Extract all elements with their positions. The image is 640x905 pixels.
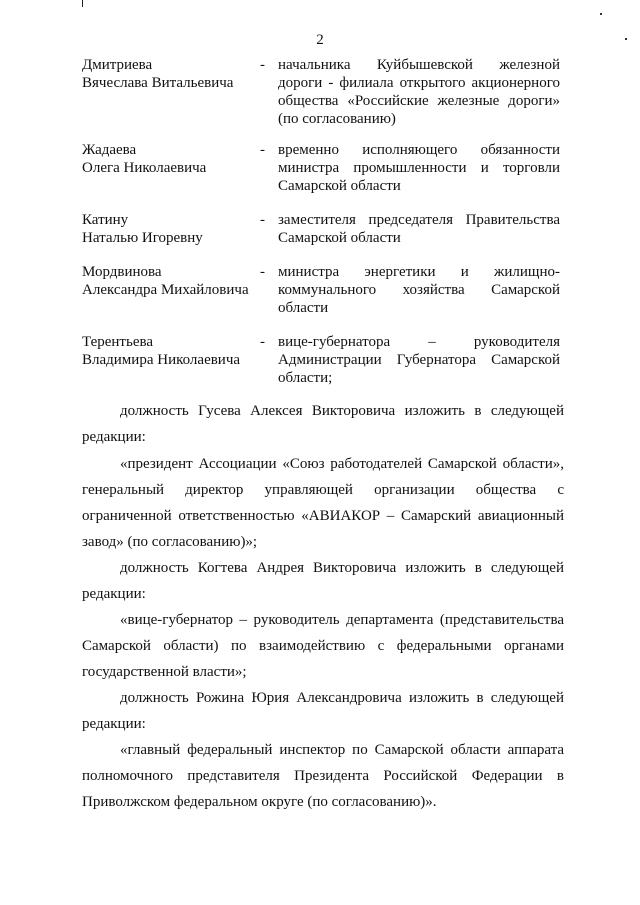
- position-line: Самарской области: [278, 178, 401, 194]
- member-position: [278, 333, 560, 387]
- paragraph-line: завод» (по согласованию)»;: [82, 534, 258, 550]
- dash: -: [260, 334, 265, 350]
- name-line: Владимира Николаевича: [82, 352, 241, 368]
- scan-mark: [82, 0, 83, 7]
- name-line: Александра Михайловича: [82, 282, 249, 298]
- paragraph-line: редакции:: [82, 429, 146, 445]
- member-name: [82, 56, 257, 92]
- member-name: [82, 263, 257, 299]
- paragraph-line: «главный федеральный инспектор по Самарской области аппарата: [120, 742, 564, 758]
- paragraph-line: государственной власти»;: [82, 664, 247, 680]
- paragraph-line: редакции:: [82, 716, 146, 732]
- dash: -: [260, 212, 265, 228]
- dash: -: [260, 264, 265, 280]
- paragraph-line: Самарской области) по взаимодействию с федеральными органами: [82, 638, 564, 654]
- name-line: Жадаева: [82, 142, 137, 158]
- position-line: (по согласованию): [278, 111, 396, 127]
- position-line: заместителя председателя Правительства: [278, 212, 560, 228]
- amendment-paragraph: [82, 555, 564, 607]
- name-line: Вячеслава Витальевича: [82, 75, 234, 91]
- amendment-paragraph: [82, 607, 564, 685]
- page-number: 2: [316, 32, 324, 48]
- paragraph-line: «вице-губернатор – руководитель департамента (представительства: [120, 612, 564, 628]
- position-line: Самарской области: [278, 230, 401, 246]
- paragraph-line: Приволжском федеральном округе (по согласованию)».: [82, 794, 437, 810]
- position-line: общества «Российские железные дороги»: [278, 93, 560, 109]
- name-line: Катину: [82, 212, 129, 228]
- member-position: [278, 211, 560, 247]
- position-line: дороги - филиала открытого акционерного: [278, 75, 560, 91]
- position-line: области: [278, 300, 329, 316]
- name-line: Олега Николаевича: [82, 160, 207, 176]
- member-name: [82, 141, 257, 177]
- member-position: [278, 141, 560, 195]
- paragraph-line: должность Когтева Андрея Викторовича изложить в следующей: [120, 560, 564, 576]
- name-line: Мордвинова: [82, 264, 162, 280]
- member-position: [278, 56, 560, 128]
- member-position: [278, 263, 560, 317]
- name-line: Наталью Игоревну: [82, 230, 203, 246]
- position-line: начальника Куйбышевской железной: [278, 57, 560, 73]
- amendment-paragraph: [82, 398, 564, 450]
- dash: -: [260, 57, 265, 73]
- position-line: временно исполняющего обязанности: [278, 142, 560, 158]
- paragraph-line: должность Рожина Юрия Александровича изложить в следующей: [120, 690, 564, 706]
- paragraph-line: редакции:: [82, 586, 146, 602]
- amendment-paragraph: [82, 451, 564, 555]
- paragraph-line: должность Гусева Алексея Викторовича изложить в следующей: [120, 403, 564, 419]
- paragraph-line: «президент Ассоциации «Союз работодателей Самарской области»,: [120, 456, 564, 472]
- position-line: министра промышленности и торговли: [278, 160, 560, 176]
- scan-speck: [600, 13, 602, 15]
- position-line: Администрации Губернатора Самарской: [278, 352, 560, 368]
- paragraph-line: полномочного представителя Президента Российской Федерации в: [82, 768, 564, 784]
- position-line: области;: [278, 370, 333, 386]
- position-line: министра энергетики и жилищно-: [278, 264, 560, 280]
- position-line: коммунального хозяйства Самарской: [278, 282, 560, 298]
- amendment-paragraph: [82, 685, 564, 737]
- amendment-paragraph: [82, 737, 564, 815]
- name-line: Дмитриева: [82, 57, 153, 73]
- paragraph-line: ограниченной ответственностью «АВИАКОР – Самарский авиационный: [82, 508, 564, 524]
- position-line: вице-губернатора – руководителя: [278, 334, 560, 350]
- name-line: Терентьева: [82, 334, 154, 350]
- paragraph-line: генеральный директор управляющей организации общества с: [82, 482, 564, 498]
- member-name: [82, 211, 257, 247]
- member-name: [82, 333, 257, 369]
- dash: -: [260, 142, 265, 158]
